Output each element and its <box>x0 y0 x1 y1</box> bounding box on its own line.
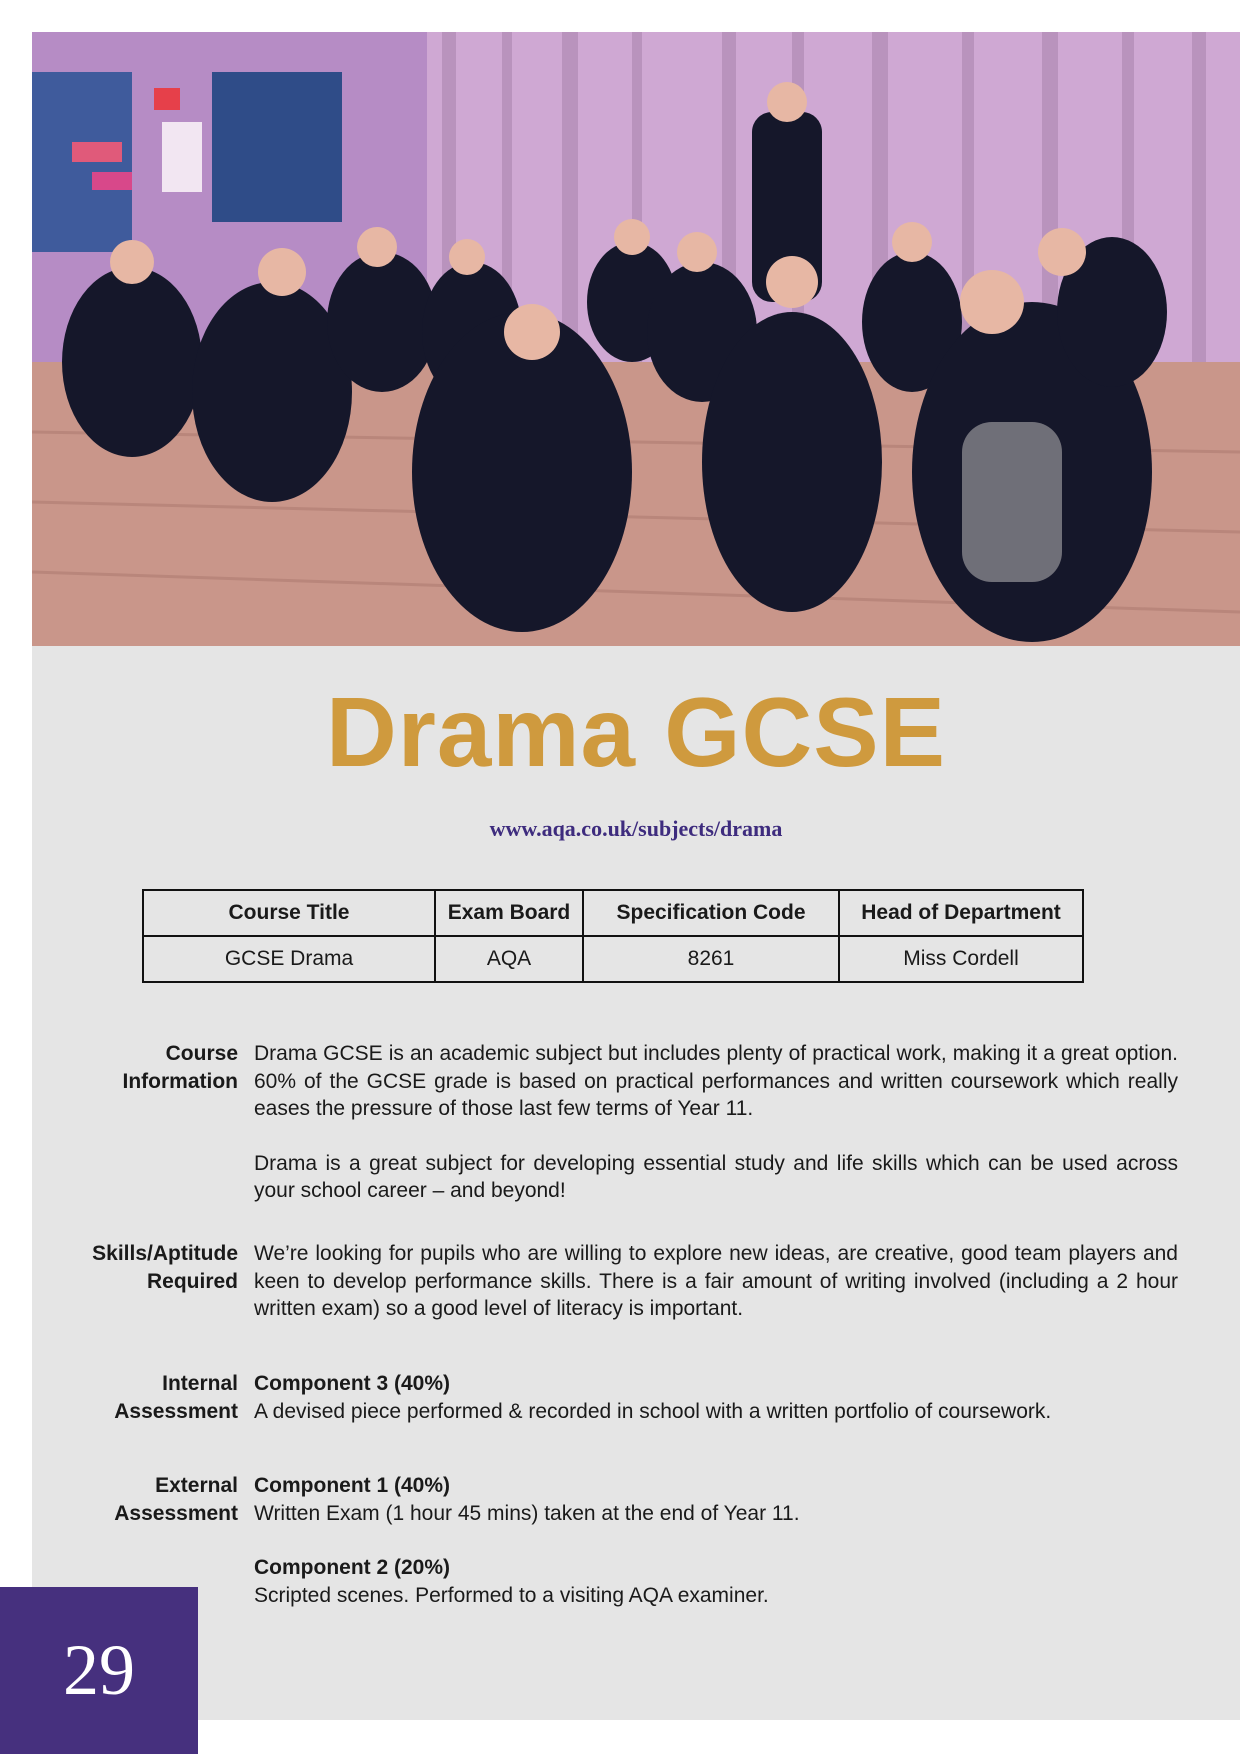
cell-course-title: GCSE Drama <box>143 936 435 982</box>
page-title: Drama GCSE <box>325 677 946 787</box>
external-assessment-text <box>254 1472 1178 1609</box>
internal-assessment-text <box>254 1370 1178 1425</box>
header-spec-code: Specification Code <box>583 890 839 936</box>
internal-assessment-label: Internal Assessment <box>114 1372 238 1423</box>
header-head-of-department: Head of Department <box>839 890 1083 936</box>
table-row <box>143 936 1083 982</box>
component-1-title: Component 1 (40%) <box>254 1474 451 1497</box>
component-2-text: Scripted scenes. Performed to a visiting AQA examiner. <box>254 1583 769 1607</box>
drama-class-photo <box>32 32 1240 646</box>
cell-exam-board: AQA <box>435 936 583 982</box>
course-info-table <box>142 889 1084 983</box>
component-1-text: Written Exam (1 hour 45 mins) taken at the end of Year 11. <box>254 1501 800 1525</box>
external-assessment-label: External Assessment <box>114 1474 238 1525</box>
header-exam-board: Exam Board <box>435 890 583 936</box>
course-information-text <box>254 1040 1178 1205</box>
page-number: 29 <box>0 1587 198 1754</box>
course-information-para-2: Drama is a great subject for developing essential study and life skills which can be used across your school career – and beyond! <box>254 1151 1178 1202</box>
subject-url-link[interactable]: www.aqa.co.uk/subjects/drama <box>489 816 783 841</box>
component-2-title: Component 2 (20%) <box>254 1556 451 1579</box>
course-information-label: Course Information <box>122 1042 238 1093</box>
skills-label: Skills/Aptitude Required <box>92 1242 238 1293</box>
cell-spec-code: 8261 <box>583 936 839 982</box>
skills-para-1: We’re looking for pupils who are willing to explore new ideas, are creative, good team players and keen to develop performance skills. There is a fair amount of writing involved (including a 2 hour written exam) so a good level of literacy is important. <box>254 1242 1178 1320</box>
header-course-title: Course Title <box>143 890 435 936</box>
component-3-text: A devised piece performed & recorded in school with a written portfolio of coursework. <box>254 1399 1052 1423</box>
cell-head-of-department: Miss Cordell <box>839 936 1083 982</box>
table-header-row <box>143 890 1083 936</box>
course-information-para-1: Drama GCSE is an academic subject but includes plenty of practical work, making it a great option. 60% of the GCSE grade is based on practical performances and written coursework which really eases the pressure of those last few terms of Year 11. <box>254 1042 1178 1120</box>
component-3-title: Component 3 (40%) <box>254 1372 451 1395</box>
skills-text <box>254 1240 1178 1323</box>
